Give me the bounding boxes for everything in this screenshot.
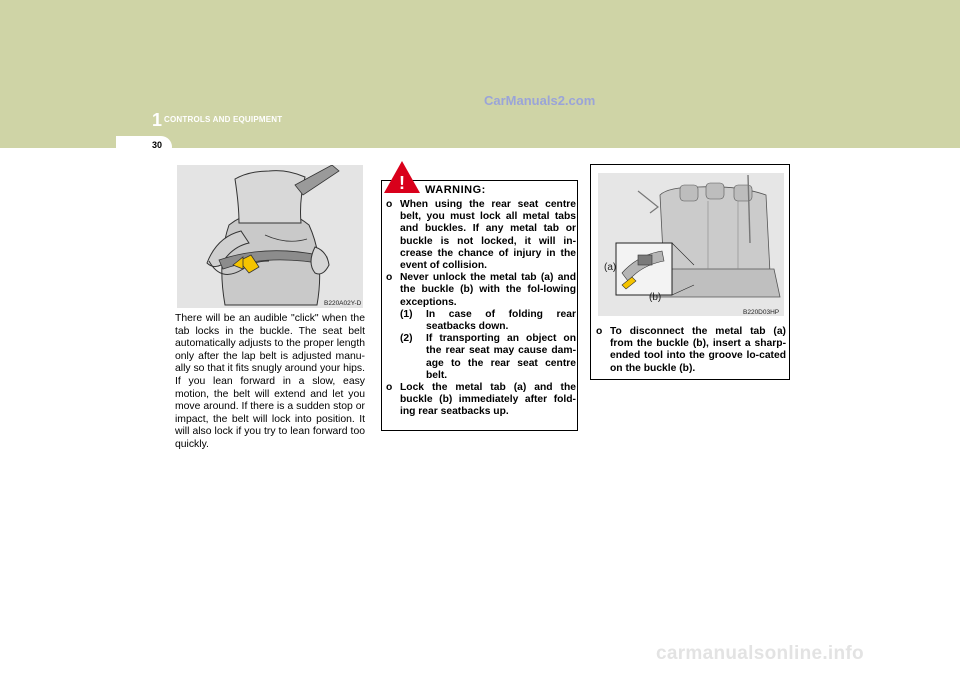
seatbelt-body-text: There will be an audible "click" when the tab locks in the buckle. The seat belt automatically adjusts to the proper length only after the lap belt is adjusted manu-ally so that it fits snugly around your hips. If you lean forward in a slow, easy motion, the belt will extend and let you move around. If there is a sudden stop or impact, the belt will lock into position. It will also lock if you try to lean forward too quickly.: [175, 313, 366, 450]
rear-seat-drawing: [598, 173, 784, 316]
figure-code-right: B220D03HP: [743, 309, 780, 316]
warning-title: WARNING:: [425, 184, 486, 196]
page-number-tab: [116, 136, 172, 158]
figure-code-left: B220A02Y-D: [324, 300, 362, 307]
instruction-text: To disconnect the metal tab (a) from the buckle (b), insert a sharp-ended tool into the groove lo-cated on the buckle (b).: [610, 326, 786, 374]
warning-bullet: o: [386, 382, 393, 394]
watermark-link[interactable]: CarManuals2.com: [484, 93, 596, 108]
instruction-item: [596, 326, 786, 375]
warning-item-text: Lock the metal tab (a) and the buckle (b) immediately after fold-ing rear seatbacks up.: [400, 382, 576, 418]
warning-subitem: [386, 309, 576, 333]
label-a: (a): [604, 262, 617, 273]
warning-subitem: [386, 333, 576, 382]
warning-item: [386, 272, 576, 309]
seatbelt-person-drawing: [177, 165, 363, 308]
rear-seat-illustration: [598, 173, 784, 316]
disconnect-instruction: [596, 326, 786, 375]
warning-triangle-icon: [383, 160, 421, 194]
warning-subitem-text: In case of folding rear seatbacks down.: [426, 308, 576, 333]
warning-bullet: o: [386, 272, 393, 284]
warning-subitem-number: (1): [400, 308, 413, 320]
warning-icon-glyph: !: [399, 173, 405, 193]
label-b: (b): [649, 292, 662, 303]
instruction-bullet: o: [596, 326, 603, 337]
warning-item: [386, 382, 576, 419]
warning-item: [386, 199, 576, 272]
warning-list: [386, 199, 576, 419]
warning-item-text: When using the rear seat centre belt, you must lock all metal tabs and buckles. If any metal tab or buckle is not locked, it will in-crease the chance of injury in the event of collision.: [400, 199, 576, 272]
chapter-title: CONTROLS AND EQUIPMENT: [164, 115, 283, 124]
header-band: [0, 0, 960, 148]
page-number: 30: [152, 140, 163, 150]
warning-subitem-text: If transporting an object on the rear seat may cause dam-age to the rear seat centre belt.: [426, 333, 576, 381]
seatbelt-lap-illustration: [177, 165, 363, 308]
warning-item-text: Never unlock the metal tab (a) and the buckle (b) with the fol-lowing exceptions.: [400, 272, 576, 308]
footer-watermark[interactable]: carmanualsonline.info: [656, 643, 864, 664]
chapter-number: 1: [152, 110, 163, 130]
warning-subitem-number: (2): [400, 333, 413, 345]
warning-bullet: o: [386, 199, 393, 210]
